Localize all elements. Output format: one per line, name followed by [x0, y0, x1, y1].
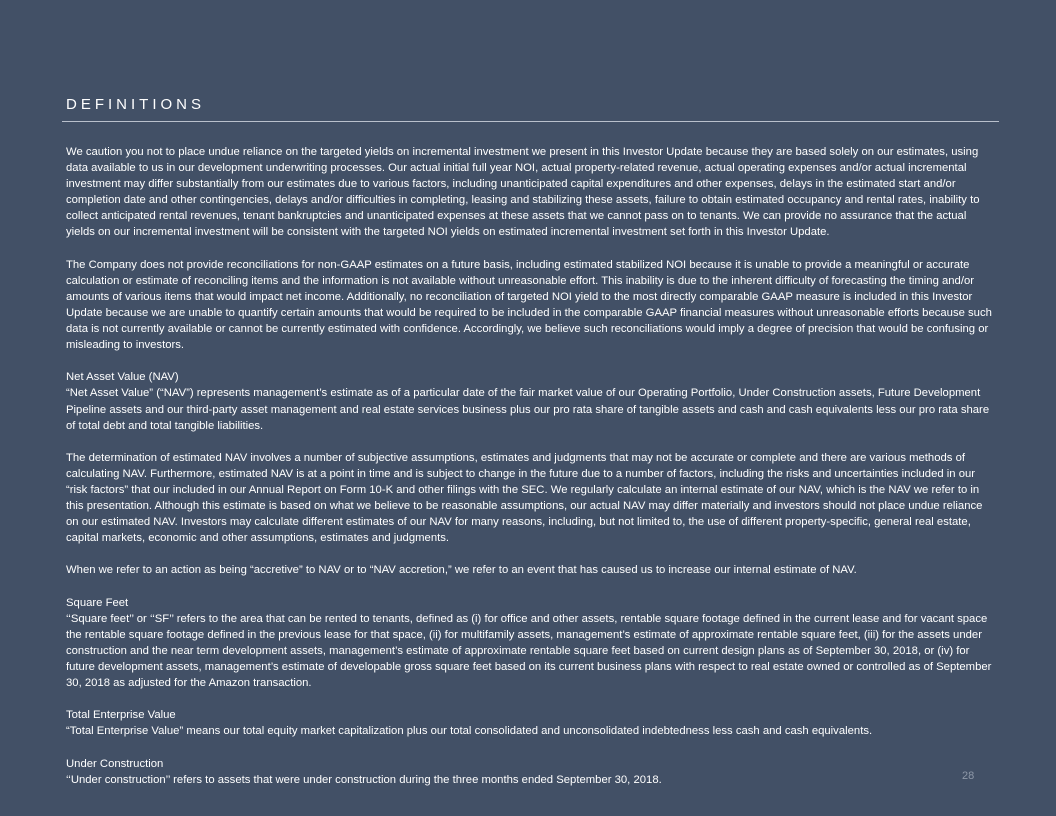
nav-definition: “Net Asset Value” (“NAV”) represents management’s estimate as of a particular date of the fair market value of our Operating Portfolio, Under Construction assets, Future Development Pipeline assets and our third-party asset management and real estate services business plus our pro rata share of tangible assets and cash and cash equivalents less our pro rata share of total debt and total tangible liabilities.	[66, 387, 990, 432]
under-construction-definition: ‘‘Under construction’’ refers to assets that were under construction during the three months ended September 30, 2018.	[66, 773, 662, 786]
non-gaap-reconciliation-paragraph: The Company does not provide reconciliations for non-GAAP estimates on a future basis, including estimated stabilized NOI because it is unable to provide a meaningful or accurate calculation or estimate of reconciling items and the information is not available without unreasonable effort. This inability is due to the inherent difficulty of forecasting the timing and/or amounts of various items that would impact net income. Additionally, no reconciliation of targeted NOI yield to the most directly comparable GAAP measure is included in this Investor Update because we are unable to quantify certain amounts that would be required to be included in the comparable GAAP financial measures without unreasonable efforts because such data is not currently available or cannot be currently estimated with confidence. Accordingly, we believe such reconciliations would imply a degree of precision that would be confusing or misleading to investors.	[66, 258, 992, 352]
nav-determination-paragraph: The determination of estimated NAV involves a number of subjective assumptions, estimates and judgments that may not be accurate or complete and there are various methods of calculating NAV. Furthermore, estimated NAV is at a point in time and is subject to change in the future due to a number of factors, including the risks and uncertainties included in our “risk factors” that our included in our Annual Report on Form 10-K and other filings with the SEC. We regularly calculate an internal estimate of our NAV, which is the NAV we refer to in this presentation. Although this estimate is based on what we believe to be reasonable assumptions, our actual NAV may differ materially and investors should not place undue reliance on our estimated NAV. Investors may calculate different estimates of our NAV for many reasons, including, but not limited to, the use of different property-specific, general real estate, capital markets, economic and other assumptions, estimates and judgments.	[66, 451, 983, 545]
title-divider	[62, 121, 999, 122]
nav-accretion-paragraph: When we refer to an action as being “accretive” to NAV or to “NAV accretion,” we refer to an event that has caused us to increase our internal estimate of NAV.	[66, 564, 857, 577]
under-construction-heading: Under Construction	[66, 757, 164, 770]
total-enterprise-value-definition: “Total Enterprise Value” means our total equity market capitalization plus our total consolidated and unconsolidated indebtedness less cash and cash equivalents.	[66, 725, 873, 738]
nav-heading: Net Asset Value (NAV)	[66, 371, 179, 384]
definitions-body	[66, 144, 994, 804]
square-feet-definition: ‘‘Square feet’’ or ‘‘SF’’ refers to the area that can be rented to tenants, defined as (i) for office and other assets, rentable square footage defined in the current lease and for vacant space the rentable square footage defined in the previous lease for that space, (ii) for multifamily assets, management’s estimate of approximate rentable square feet, (iii) for the assets under construction and the near term development assets, management’s estimate of approximate rentable square feet based on current design plans as of September 30, 2018, or (iv) for future development assets, management’s estimate of developable gross square feet based on its current business plans with respect to real estate owned or controlled as of September 30, 2018 as adjusted for the Amazon transaction.	[66, 612, 992, 690]
page-title: DEFINITIONS	[66, 96, 206, 113]
total-enterprise-value-heading: Total Enterprise Value	[66, 709, 176, 722]
square-feet-heading: Square Feet	[66, 596, 129, 609]
page-number: 28	[962, 770, 975, 782]
targeted-yields-caution-paragraph: We caution you not to place undue reliance on the targeted yields on incremental investment we present in this Investor Update because they are based solely on our estimates, using data available to us in our development underwriting processes. Our actual initial full year NOI, actual property-related revenue, actual operating expenses and/or actual incremental investment may differ substantially from our estimates due to various factors, including unanticipated capital expenditures and other expenses, delays in the estimated start and/or completion date and other contingencies, delays and/or difficulties in completing, leasing and stabilizing these assets, failure to obtain estimated occupancy and rental rates, inability to collect anticipated rental revenues, tenant bankruptcies and unanticipated expenses at these assets that we cannot pass on to tenants. We can provide no assurance that the actual yields on our incremental investment will be consistent with the targeted NOI yields on estimated incremental investment set forth in this Investor Update.	[66, 146, 980, 239]
